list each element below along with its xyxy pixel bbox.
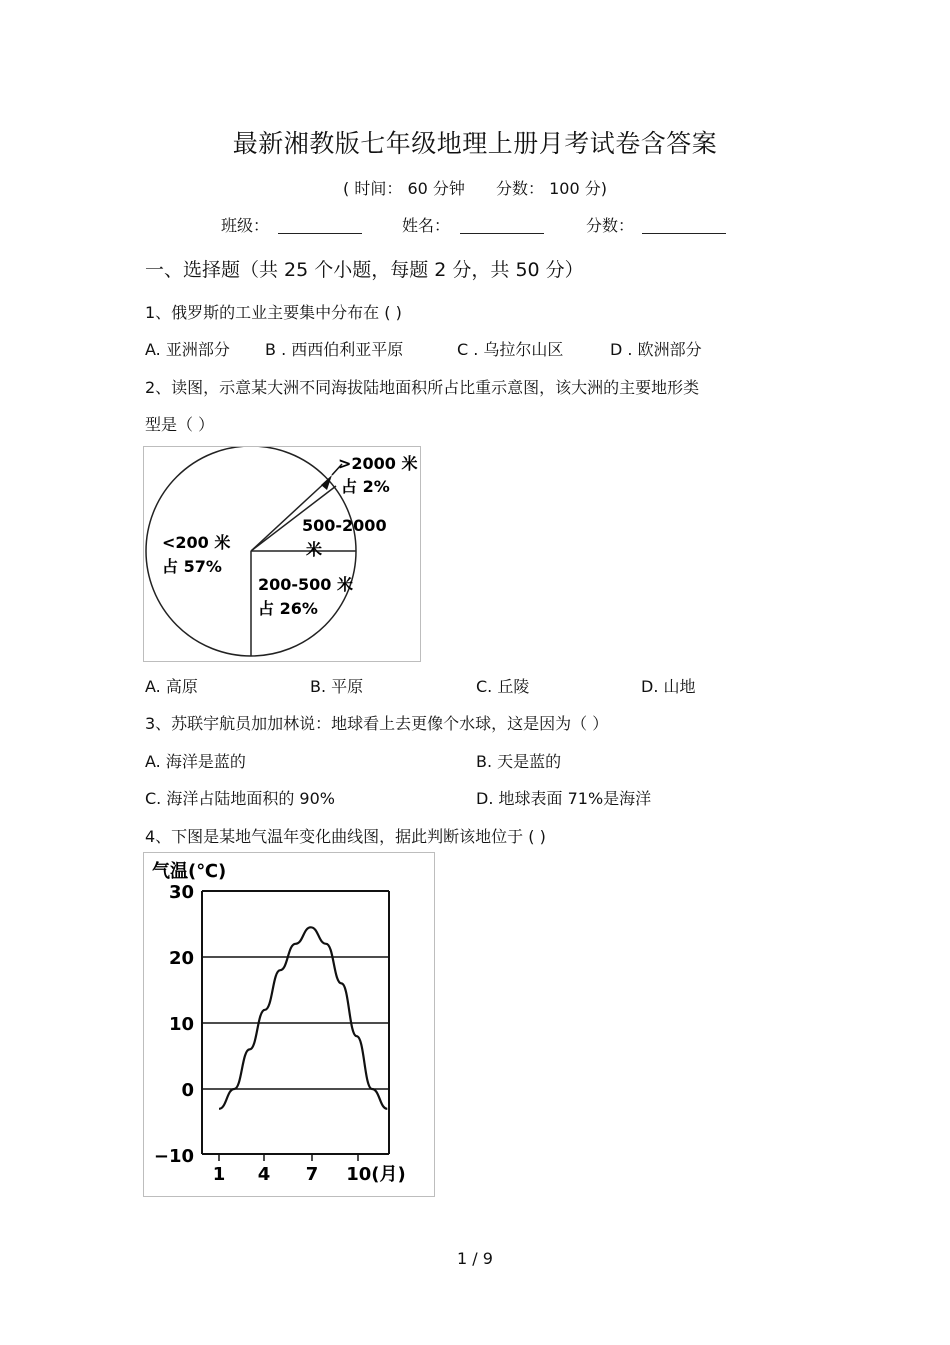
score-blank[interactable]: [642, 233, 726, 234]
pie-label-lt200-1: <200 米: [162, 533, 231, 552]
y-tick-0: 0: [181, 1080, 194, 1101]
pie-label-gt2000-2: 占 2%: [341, 477, 390, 496]
exam-time: ( 时间： 60 分钟: [343, 179, 465, 198]
y-tick-minus-10: −10: [153, 1146, 194, 1167]
chart-y-axis-label: 气温(℃): [152, 861, 227, 882]
pie-label-500-2000-1: 500-2000: [302, 516, 387, 535]
question-1-option-b: B . 西西伯利亚平原: [265, 340, 404, 359]
pie-label-500-2000-2: 米: [306, 540, 323, 559]
question-3-option-d: D. 地球表面 71%是海洋: [476, 789, 652, 808]
question-2-option-d: D. 山地: [641, 677, 696, 696]
name-label: 姓名：: [402, 216, 451, 235]
question-1-option-d: D . 欧洲部分: [610, 340, 702, 359]
x-tick-7: 7: [305, 1164, 319, 1185]
y-tick-20: 20: [168, 948, 194, 969]
pie-label-lt200-2: 占 57%: [162, 557, 222, 576]
exam-meta: [0, 176, 950, 199]
climate-chart-svg: [144, 853, 434, 1196]
section-heading: 一、选择题（共 25 个小题，每题 2 分，共 50 分）: [145, 259, 584, 281]
question-1-option-a: A. 亚洲部分: [145, 340, 230, 359]
x-tick-4: 4: [257, 1164, 271, 1185]
question-3-option-c: C. 海洋占陆地面积的 90%: [145, 789, 335, 808]
climate-chart-figure: [143, 852, 435, 1197]
question-3-option-a: A. 海洋是蓝的: [145, 752, 246, 771]
page-number: 1 / 9: [457, 1249, 493, 1268]
question-2-option-a: A. 高原: [145, 677, 198, 696]
question-3-option-b: B. 天是蓝的: [476, 752, 562, 771]
elevation-pie-svg: [144, 447, 420, 661]
pie-label-gt2000-1: >2000 米: [338, 454, 418, 473]
score-label: 分数：: [586, 216, 635, 235]
question-1-stem: 1、俄罗斯的工业主要集中分布在 ( ): [145, 303, 402, 322]
exam-total-score: 分数： 100 分): [496, 179, 607, 198]
document-title: 最新湘教版七年级地理上册月考试卷含答案: [232, 129, 718, 158]
question-2-stem-line-2: 型是（ ）: [145, 415, 215, 434]
question-2-option-b: B. 平原: [310, 677, 364, 696]
question-3-stem: 3、苏联宇航员加加林说：地球看上去更像个水球，这是因为（ ）: [145, 714, 609, 733]
pie-label-200-500-1: 200-500 米: [258, 575, 354, 594]
y-tick-30: 30: [168, 882, 194, 903]
x-tick-1: 1: [212, 1164, 226, 1185]
x-tick-10-month: 10(月): [346, 1164, 406, 1185]
question-2-stem-line-1: 2、读图，示意某大洲不同海拔陆地面积所占比重示意图，该大洲的主要地形类: [145, 378, 700, 397]
name-blank[interactable]: [460, 233, 544, 234]
y-tick-10: 10: [168, 1014, 194, 1035]
class-label: 班级：: [221, 216, 270, 235]
class-blank[interactable]: [278, 233, 362, 234]
temperature-curve: [219, 927, 387, 1109]
question-4-stem: 4、下图是某地气温年变化曲线图，据此判断该地位于 ( ): [145, 827, 546, 846]
elevation-pie-figure: [143, 446, 421, 662]
question-2-option-c: C. 丘陵: [476, 677, 530, 696]
pie-label-200-500-2: 占 26%: [258, 599, 318, 618]
question-1-option-c: C . 乌拉尔山区: [457, 340, 564, 359]
